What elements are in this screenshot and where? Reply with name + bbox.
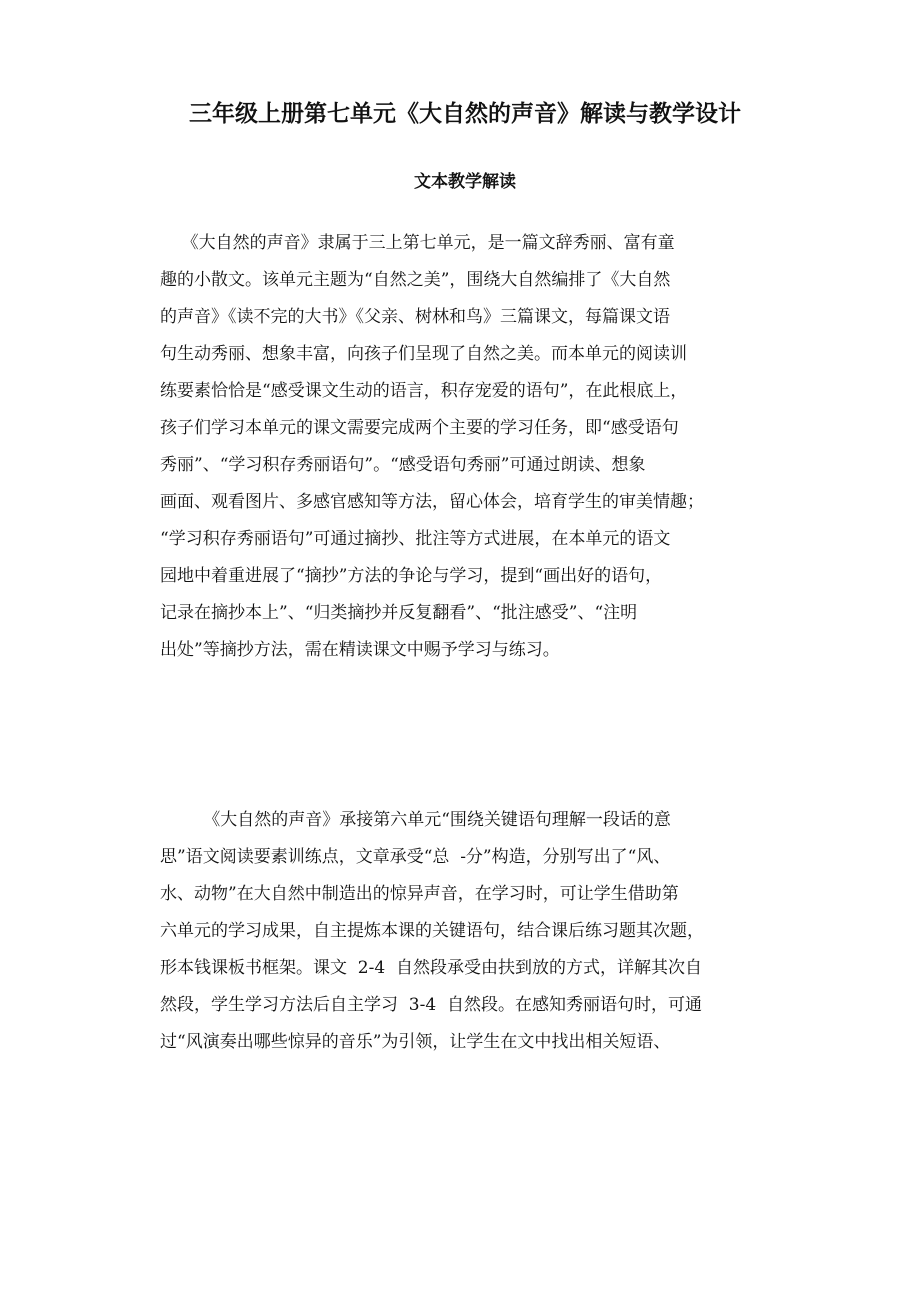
paragraph-line: 练要素恰恰是“感受课文生动的语言，积存宠爱的语句”，在此根底上， <box>160 381 688 401</box>
paragraph-line: 形本钱课板书框架。课文 2-4 自然段承受由扶到放的方式，详解其次自 <box>160 958 702 978</box>
paragraph-line: 《大自然的声音》隶属于三上第七单元，是一篇文辞秀丽、富有童 <box>160 233 675 253</box>
paragraph-line: 水、动物”在大自然中制造出的惊异声音，在学习时，可让学生借助第 <box>160 884 679 904</box>
paragraph-line: 的声音》《读不完的大书》《父亲、树林和鸟》三篇课文，每篇课文语 <box>160 307 670 327</box>
paragraph-1 <box>160 225 770 669</box>
paragraph-line: 秀丽”、“学习积存秀丽语句”。“感受语句秀丽”可通过朗读、想象 <box>160 455 646 475</box>
paragraph-2 <box>160 802 770 1061</box>
paragraph-line: “学习积存秀丽语句”可通过摘抄、批注等方式进展，在本单元的语文 <box>160 529 671 549</box>
section-heading: 文本教学解读 <box>414 172 516 192</box>
paragraph-line: 园地中着重进展了“摘抄”方法的争论与学习，提到“画出好的语句， <box>160 566 663 586</box>
paragraph-line: 六单元的学习成果，自主提炼本课的关键语句，结合课后练习题其次题， <box>160 921 704 941</box>
paragraph-line: 出处”等摘抄方法，需在精读课文中赐予学习与练习。 <box>160 640 560 660</box>
paragraph-line: 画面、观看图片、多感官感知等方法，留心体会，培育学生的审美情趣； <box>160 492 704 512</box>
paragraph-line: 过“风演奏出哪些惊异的音乐”为引领，让学生在文中找出相关短语、 <box>160 1032 671 1052</box>
paragraph-line: 《大自然的声音》承接第六单元“围绕关键语句理解一段话的意 <box>160 810 671 830</box>
paragraph-line: 孩子们学习本单元的课文需要完成两个主要的学习任务，即“感受语句 <box>160 418 679 438</box>
paragraph-line: 句生动秀丽、想象丰富，向孩子们呈现了自然之美。而本单元的阅读训 <box>160 344 687 364</box>
paragraph-line: 趣的小散文。该单元主题为“自然之美”，围绕大自然编排了《大自然 <box>160 270 671 290</box>
paragraph-line: 思”语文阅读要素训练点，文章承受“总 -分”构造，分别写出了“风、 <box>160 847 671 867</box>
paragraph-line: 记录在摘抄本上”、“归类摘抄并反复翻看”、“批注感受”、“注明 <box>160 603 638 623</box>
paragraph-line: 然段，学生学习方法后自主学习 3-4 自然段。在感知秀丽语句时，可通 <box>160 995 702 1015</box>
document-title: 三年级上册第七单元《大自然的声音》解读与教学设计 <box>189 100 741 127</box>
